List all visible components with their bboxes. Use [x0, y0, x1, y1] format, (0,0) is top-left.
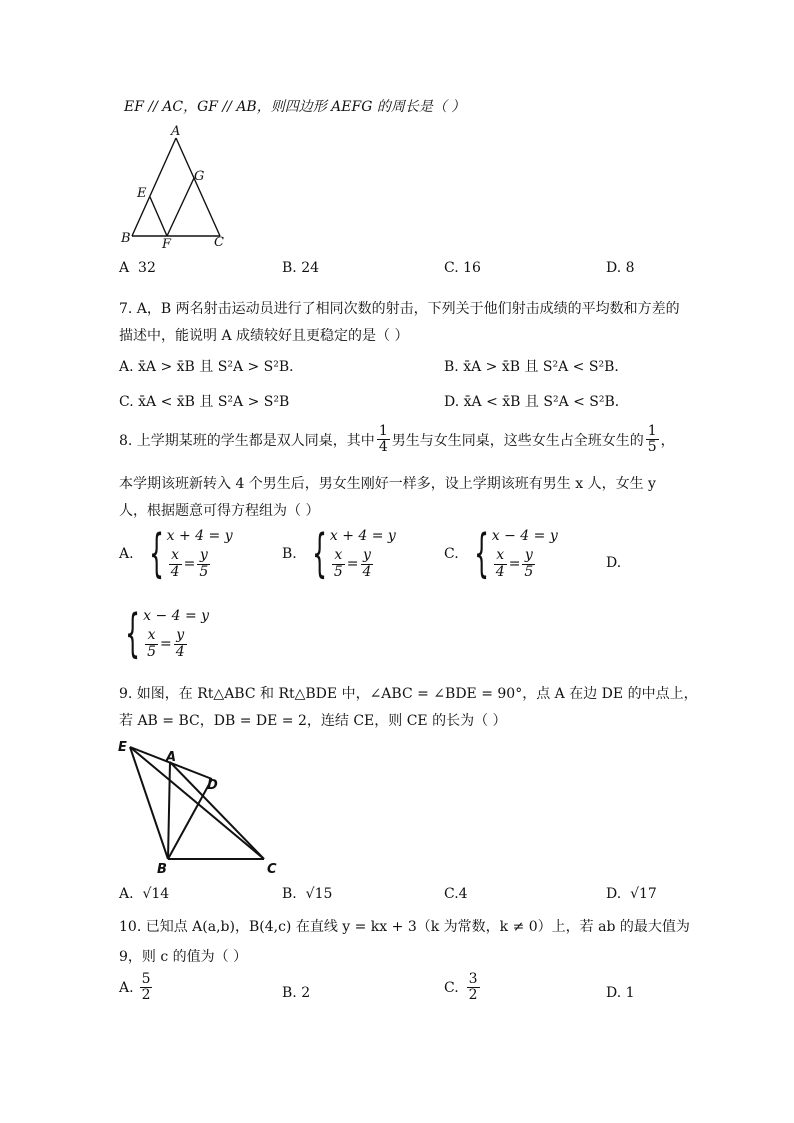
- q8-option-d-system[interactable]: { x − 4 = y $\frac{x}{5}$ = $\frac{y}{4}$: [125, 604, 210, 664]
- q9-stem-line2: 若 AB = BC，DB = DE = 2，连结 CE，则 CE 的长为（ ）: [119, 713, 507, 729]
- q7-option-c[interactable]: C. x̄A < x̄B 且 S²A > S²B: [119, 394, 290, 410]
- q8-option-a[interactable]: A. { x + 4 = y $\frac{x}{4}$ = $\frac{y}{5}$: [119, 524, 233, 584]
- q6-label-e: E: [137, 186, 147, 201]
- q8-fraction-one-fifth: $\frac{1}{5}$: [647, 423, 657, 456]
- q6-option-d[interactable]: D. 8: [606, 260, 635, 276]
- q7-option-d[interactable]: D. x̄A < x̄B 且 S²A < S²B．: [444, 394, 629, 410]
- q9-label-c: C: [267, 862, 277, 877]
- q6-option-a[interactable]: A 32: [119, 260, 156, 276]
- q9-stem-line1: 9. 如图，在 Rt△ABC 和 Rt△BDE 中，∠ABC = ∠BDE = 90°，点 A 在边 DE 的中点上，: [119, 686, 698, 702]
- q6-option-b[interactable]: B. 24: [282, 260, 320, 276]
- q6-option-c[interactable]: C. 16: [444, 260, 481, 276]
- q9-option-c[interactable]: C.4: [444, 886, 468, 902]
- q6-label-g: G: [194, 169, 205, 184]
- q10-option-c[interactable]: C. $\frac{3}{2}$: [444, 971, 478, 1004]
- q9-option-a[interactable]: A. √14: [119, 886, 170, 902]
- q7-option-a[interactable]: A. x̄A > x̄B 且 S²A > S²B．: [119, 359, 304, 375]
- q9-label-e: E: [118, 740, 127, 755]
- q8-option-d-key[interactable]: D.: [606, 555, 622, 571]
- q6-stem-tail: EF // AC，GF // AB，则四边形 AEFG 的周长是（ ）: [124, 99, 466, 115]
- q9-label-d: D: [207, 778, 218, 793]
- q10-option-a[interactable]: A. $\frac{5}{2}$: [119, 971, 151, 1004]
- q10-stem-line1: 10. 已知点 A(a,b)，B(4,c) 在直线 y = kx + 3（k 为常数，k ≠ 0）上，若 ab 的最大值为: [119, 919, 690, 935]
- q10-option-d[interactable]: D. 1: [606, 985, 635, 1001]
- q8-stem-line1: 8. 上学期某班的学生都是双人同桌，其中 $\frac{1}{4}$ 男生与女生同桌，这些女生占全班女生的 $\frac{1}{5}$ ，: [119, 423, 675, 456]
- q10-stem-line2: 9，则 c 的值为（ ）: [119, 949, 248, 965]
- q8-stem-line3: 人，根据题意可得方程组为（ ）: [119, 503, 320, 519]
- q8-option-c[interactable]: C. { x − 4 = y $\frac{x}{4}$ = $\frac{y}{5}$: [444, 524, 558, 584]
- q7-stem-line1: 7. A，B 两名射击运动员进行了相同次数的射击，下列关于他们射击成绩的平均数和方差的: [119, 301, 680, 317]
- q6-label-a: A: [171, 124, 181, 139]
- q7-stem-line2: 描述中，能说明 A 成绩较好且更稳定的是（ ）: [119, 328, 409, 344]
- q6-label-c: C: [214, 235, 224, 250]
- q8-option-b[interactable]: B. { x + 4 = y $\frac{x}{5}$ = $\frac{y}{4}$: [282, 524, 396, 584]
- q7-option-b[interactable]: B. x̄A > x̄B 且 S²A < S²B．: [444, 359, 629, 375]
- q9-geometry-figure: [112, 735, 287, 880]
- q6-label-b: B: [121, 231, 131, 246]
- q9-label-b: B: [157, 862, 167, 877]
- q6-label-f: F: [162, 237, 172, 250]
- q10-option-b[interactable]: B. 2: [282, 985, 311, 1001]
- q8-fraction-one-quarter: $\frac{1}{4}$: [378, 423, 388, 456]
- q9-label-a: A: [166, 750, 177, 765]
- q8-stem-line2: 本学期该班新转入 4 个男生后，男女生刚好一样多，设上学期该班有男生 x 人，女生 y: [119, 476, 656, 492]
- q6-triangle-figure: [112, 120, 242, 250]
- q9-option-d[interactable]: D. √17: [606, 886, 657, 902]
- q9-option-b[interactable]: B. √15: [282, 886, 333, 902]
